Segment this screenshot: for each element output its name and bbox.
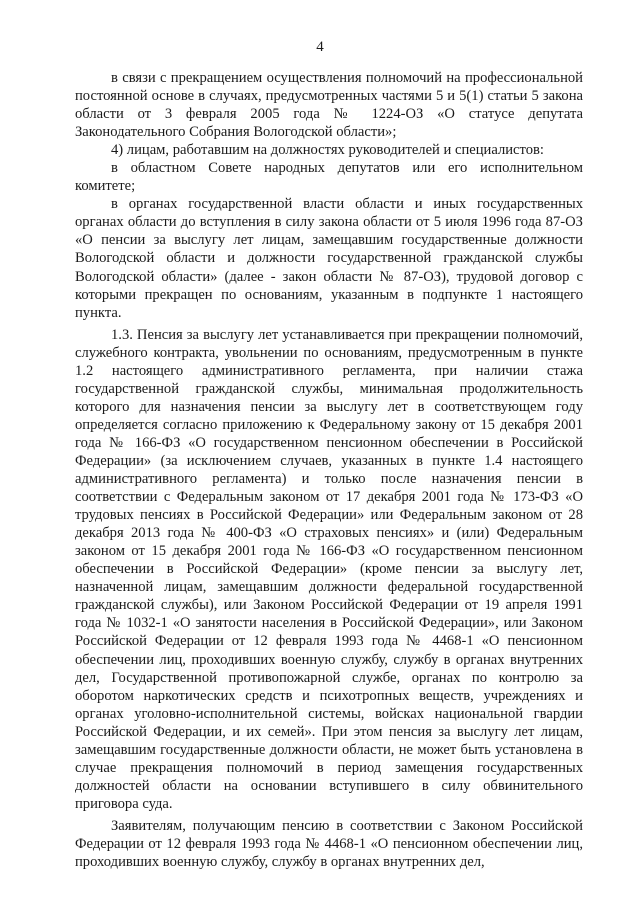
text-line: должностей области на основании вступившего в силу обвинительного <box>75 777 583 794</box>
text-line: Российской Федерации, и их семей». При этом пенсия за выслугу лет лицам, <box>75 723 583 740</box>
text-line: случае прекращения полномочий в период замещения государственных <box>75 759 583 776</box>
paragraph <box>75 159 583 195</box>
text-line: Заявителям, получающим пенсию в соответствии с Законом Российской <box>111 817 583 834</box>
text-line: 1.2 настоящего административного регламента, при наличии стажа <box>75 362 583 379</box>
page-number: 4 <box>316 39 324 55</box>
text-line: государственной гражданской службы, минимальная продолжительность <box>75 380 583 397</box>
text-line: декабря 2013 года № 400-ФЗ «О страховых пенсиях» и (или) Федеральным <box>75 525 583 542</box>
text-line: замещавшим государственные должности области, не может быть установлена в <box>75 741 583 758</box>
text-line: которого для назначения пенсии за выслугу лет в соответствующем году <box>75 398 583 415</box>
text-line: в связи с прекращением осуществления полномочий на профессиональной <box>111 70 583 86</box>
text-line: Федерации от 12 февраля 1993 года № 4468-1 «О пенсионном обеспечении лиц, <box>75 835 583 852</box>
text-line: определяется согласно приложению к Федеральному закону от 15 декабря 2001 <box>75 416 583 433</box>
text-line: в органах государственной власти области и иных государственных <box>111 196 583 213</box>
text-line: в областном Совете народных депутатов или его исполнительном <box>111 160 583 177</box>
text-line: года № 1032-1 «О занятости населения в Российской Федерации», или Законом <box>75 615 583 632</box>
text-line: законом от 15 декабря 2001 года № 166-ФЗ «О государственном пенсионном <box>75 543 583 560</box>
text-line: служебного контракта, увольнении по основаниям, предусмотренным в пункте <box>75 344 583 361</box>
text-line: Федерации» (за исключением случаев, указанных в пункте 1.4 настоящего <box>75 452 583 469</box>
paragraph <box>75 195 583 321</box>
paragraph <box>75 141 583 159</box>
text-line: постоянной основе в случаях, предусмотренных частями 5 и 5(1) статьи 5 закона <box>75 88 583 105</box>
text-line: трудовых пенсиях в Российской Федерации» или Федеральным законом от 28 <box>75 507 583 524</box>
text-line: комитете; <box>75 178 136 195</box>
text-line: года № 166-ФЗ «О государственном пенсионном обеспечении в Российской <box>75 434 583 451</box>
text-line: гражданской службы), или Законом Российской Федерации от 19 апреля 1991 <box>75 597 583 614</box>
text-line: Законодательного Собрания Вологодской области»; <box>75 124 397 141</box>
text-line: пункта. <box>75 304 122 321</box>
paragraph <box>75 817 583 871</box>
text-line: органах области до вступления в силу закона области от 5 июля 1996 года 87-ОЗ <box>75 214 583 231</box>
text-line: области от 3 февраля 2005 года № 1224-ОЗ «О статусе депутата <box>75 106 583 123</box>
document-body <box>75 69 583 871</box>
text-line: которыми прекращен по основаниям, указанным в подпункте 1 настоящего <box>75 286 583 303</box>
text-line: органах уголовно-исполнительной системы, войсках национальной гвардии <box>75 705 583 722</box>
text-line: Российской Федерации от 12 февраля 1993 года № 4468-1 «О пенсионном <box>75 633 583 650</box>
text-line: приговора суда. <box>75 795 173 812</box>
text-line: Вологодской области и должности государственной гражданской службы <box>75 250 583 267</box>
text-line: административного регламента) и только после назначения пенсии в <box>75 471 583 488</box>
text-line: назначенной лицам, замещавшим должности федеральной государственной <box>75 579 583 596</box>
text-line: обеспечении лиц, проходивших военную службу, службу в органах внутренних <box>75 651 583 668</box>
paragraph <box>75 69 583 141</box>
text-line: обеспечении в Российской Федерации» (кроме пенсии за выслугу лет, <box>75 561 583 578</box>
text-line: «О пенсии за выслугу лет лицам, замещавшим государственные должности <box>75 232 583 249</box>
paragraph <box>75 326 583 813</box>
text-line: оборотом наркотических средств и психотропных веществ, учреждениях и <box>75 687 583 704</box>
text-line: 4) лицам, работавшим на должностях руководителей и специалистов: <box>111 142 544 159</box>
text-line: 1.3. Пенсия за выслугу лет устанавливается при прекращении полномочий, <box>111 326 583 343</box>
text-line: дел, Государственной противопожарной службе, органах по контролю за <box>75 669 583 686</box>
text-line: проходивших военную службу, службу в органах внутренних дел, <box>75 854 485 871</box>
text-line: соответствии с Федеральным законом от 17 декабря 2001 года № 173-ФЗ «О <box>75 489 583 506</box>
text-line: Вологодской области» (далее - закон области № 87-ОЗ), трудовой договор с <box>75 268 583 285</box>
